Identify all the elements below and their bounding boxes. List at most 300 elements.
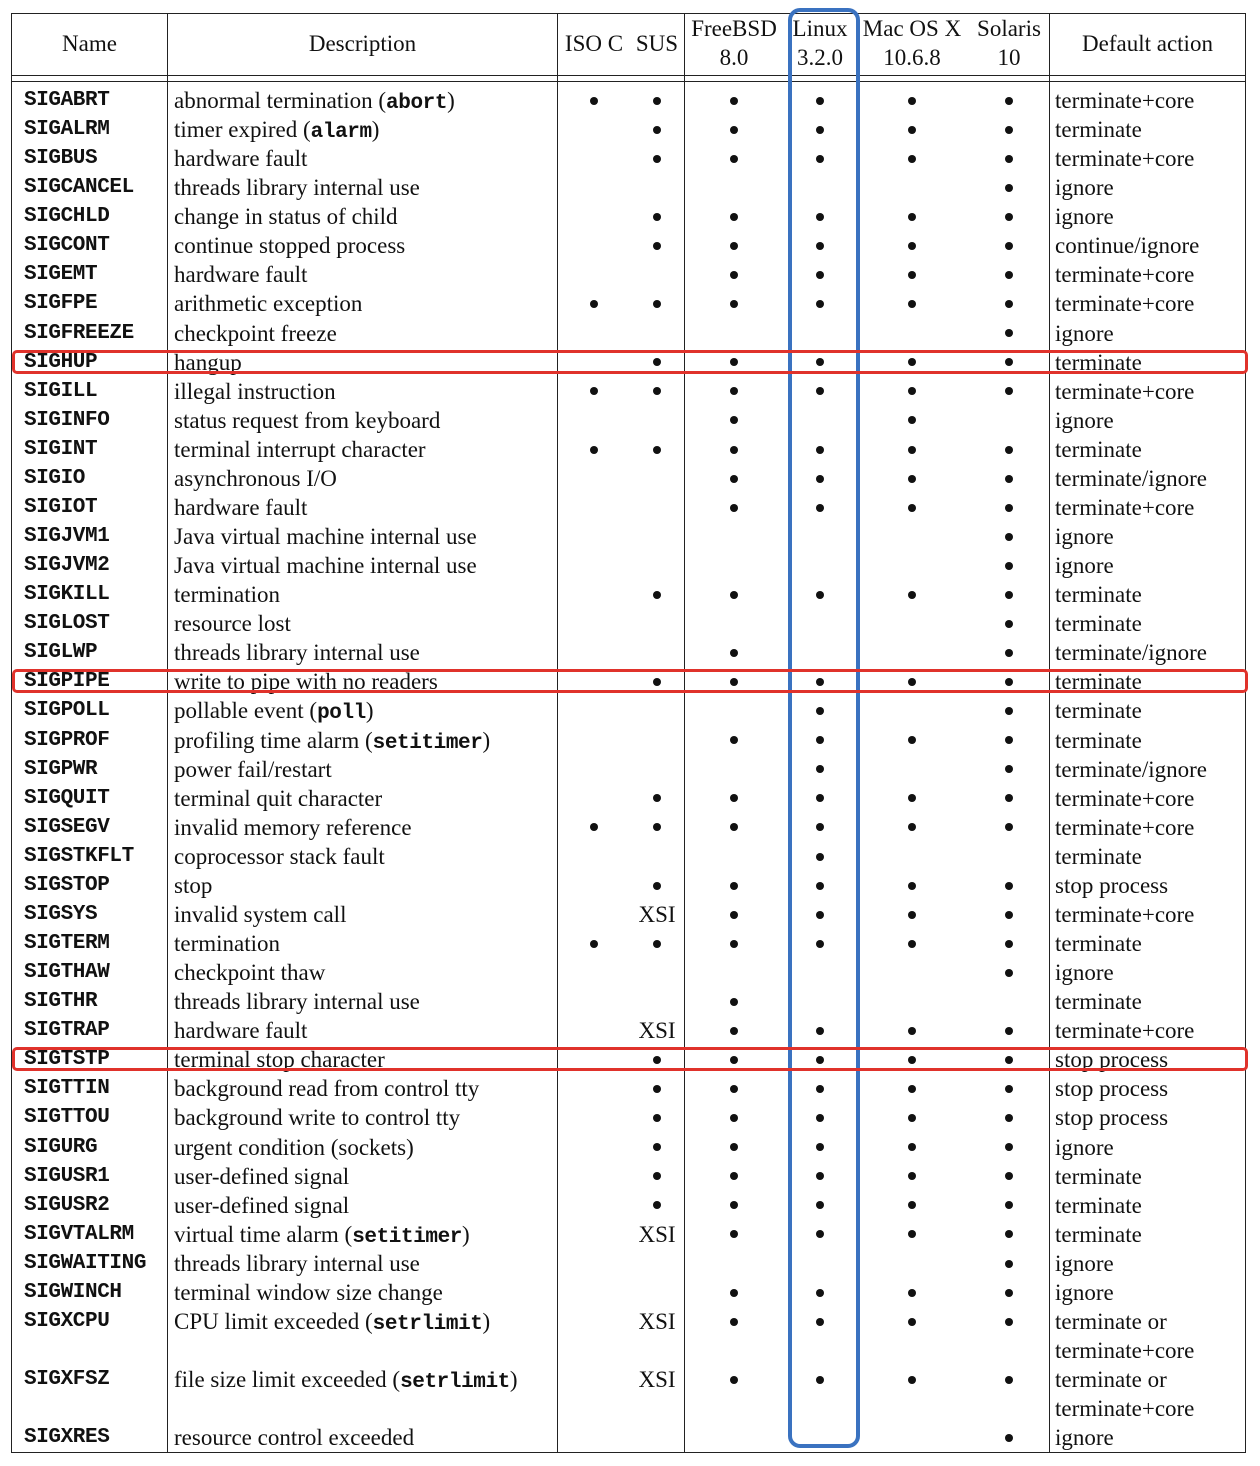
solaris-cell (1005, 726, 1013, 755)
description-text: arithmetic exception (174, 291, 363, 317)
bullet-icon (730, 823, 738, 831)
default-action: stop process (1055, 1105, 1169, 1131)
bullet-icon (1005, 1201, 1013, 1209)
bullet-icon (908, 300, 916, 308)
iso-c-cell (590, 86, 598, 115)
description-text: coprocessor stack fault (174, 843, 385, 869)
bullet-icon (653, 126, 661, 134)
bullet-icon (730, 97, 738, 105)
default-action: terminate (1055, 843, 1142, 869)
table-row (0, 726, 1260, 755)
description-text: background write to control tty (174, 1105, 461, 1131)
table-row (0, 1016, 1260, 1045)
description-text: change in status of child (174, 204, 398, 230)
bullet-icon (908, 1318, 916, 1326)
sus-cell (653, 813, 661, 842)
signal-name: SIGPROF (24, 728, 110, 752)
description-text: ) (482, 727, 491, 753)
bullet-icon (1005, 591, 1013, 599)
table-row (0, 1365, 1260, 1422)
mac-cell (908, 86, 916, 115)
signal-description (174, 144, 307, 173)
default-action: terminate+core (1055, 785, 1195, 811)
signal-description (174, 813, 412, 842)
solaris-cell (1005, 871, 1013, 900)
signal-name: SIGTRAP (24, 1019, 110, 1043)
solaris-cell (1005, 929, 1013, 958)
signal-name: SIGKILL (24, 583, 110, 607)
description-text: virtual time alarm ( (174, 1221, 353, 1247)
default-action: stop process (1055, 872, 1169, 898)
solaris-cell (1005, 260, 1013, 289)
signal-name: SIGWINCH (24, 1280, 122, 1304)
default-action-continued: terminate+core (1055, 1338, 1195, 1363)
freebsd-cell (730, 1016, 738, 1045)
signal-name: SIGVTALRM (24, 1222, 134, 1246)
table-row (0, 871, 1260, 900)
description-text: hardware fault (174, 1018, 308, 1044)
header-iso-c: ISO C (564, 31, 624, 56)
table-row (0, 842, 1260, 871)
description-text: illegal instruction (174, 378, 336, 404)
bullet-icon (1005, 707, 1013, 715)
bullet-icon (1005, 475, 1013, 483)
sus-cell (653, 1074, 661, 1103)
solaris-cell (1005, 202, 1013, 231)
mac-cell (908, 1162, 916, 1191)
bullet-icon (908, 213, 916, 221)
mac-cell (908, 1191, 916, 1220)
bullet-icon (730, 794, 738, 802)
solaris-cell (1005, 1162, 1013, 1191)
solaris-cell (1005, 696, 1013, 725)
signal-name: SIGIOT (24, 495, 98, 519)
solaris-cell (1005, 1249, 1013, 1278)
description-text: profiling time alarm ( (174, 727, 373, 753)
signal-name: SIGXFSZ (24, 1368, 110, 1392)
bullet-icon (908, 1027, 916, 1035)
signal-name: SIGQUIT (24, 786, 110, 810)
bullet-icon (908, 155, 916, 163)
bullet-icon (1005, 969, 1013, 977)
bullet-icon (590, 97, 598, 105)
row-highlight-sigtstp (12, 1047, 1248, 1071)
table-row (0, 173, 1260, 202)
table-row (0, 958, 1260, 987)
mac-cell (908, 1307, 916, 1336)
bullet-icon (908, 1143, 916, 1151)
bullet-icon (653, 591, 661, 599)
bullet-icon (730, 1289, 738, 1297)
table-row (0, 929, 1260, 958)
bullet-icon (653, 446, 661, 454)
sus-cell (653, 377, 661, 406)
table-row (0, 522, 1260, 551)
bullet-icon (1005, 1027, 1013, 1035)
header-mac-version: 10.6.8 (883, 45, 941, 70)
table-row (0, 1278, 1260, 1307)
bullet-icon (730, 1230, 738, 1238)
signal-description (174, 464, 337, 493)
table-row (0, 1133, 1260, 1162)
solaris-cell (1005, 1307, 1013, 1336)
bullet-icon (653, 940, 661, 948)
signal-description (174, 929, 280, 958)
function-name: setrlimit (400, 1371, 510, 1395)
signal-name: SIGCANCEL (24, 176, 134, 200)
signal-description (174, 871, 212, 900)
signal-name: SIGUSR2 (24, 1193, 110, 1217)
signal-description (174, 406, 440, 435)
bullet-icon (1005, 940, 1013, 948)
description-text: timer expired ( (174, 117, 311, 143)
bullet-icon (653, 823, 661, 831)
mac-cell (908, 464, 916, 493)
sus-cell (653, 871, 661, 900)
bullet-icon (908, 1114, 916, 1122)
freebsd-cell (730, 638, 738, 667)
signal-name: SIGSEGV (24, 815, 110, 839)
signal-description (174, 551, 477, 580)
default-action: terminate (1055, 1192, 1142, 1218)
description-text: threads library internal use (174, 175, 420, 201)
bullet-icon (730, 1027, 738, 1035)
bullet-icon (908, 911, 916, 919)
table-row (0, 1249, 1260, 1278)
bullet-icon (730, 1143, 738, 1151)
table-row (0, 1191, 1260, 1220)
table-row (0, 289, 1260, 318)
header-freebsd-version: 8.0 (719, 45, 749, 70)
signal-name: SIGXCPU (24, 1309, 110, 1333)
description-text: hangup (174, 349, 242, 375)
bullet-icon (653, 1085, 661, 1093)
freebsd-cell (730, 435, 738, 464)
table-top-border (11, 13, 1246, 14)
solaris-cell (1005, 1220, 1013, 1249)
sus-cell (653, 202, 661, 231)
bullet-icon (590, 300, 598, 308)
description-text: resource control exceeded (174, 1425, 415, 1451)
solaris-cell (1005, 638, 1013, 667)
mac-cell (908, 1220, 916, 1249)
signal-name: SIGTTOU (24, 1106, 110, 1130)
signal-description (174, 1307, 490, 1336)
description-text: resource lost (174, 611, 291, 637)
description-text: Java virtual machine internal use (174, 524, 477, 550)
signal-description (174, 609, 291, 638)
freebsd-cell (730, 464, 738, 493)
freebsd-cell (730, 1191, 738, 1220)
linux-column-highlight (788, 8, 860, 1448)
bullet-icon (1005, 794, 1013, 802)
header-linux-version: 3.2.0 (797, 45, 843, 70)
table-row (0, 784, 1260, 813)
bullet-icon (730, 242, 738, 250)
default-action: terminate+core (1055, 1018, 1195, 1044)
solaris-cell (1005, 115, 1013, 144)
signal-description (174, 1162, 349, 1191)
description-text: write to pipe with no readers (174, 669, 438, 695)
bullet-icon (1005, 1114, 1013, 1122)
bullet-icon (1005, 126, 1013, 134)
bullet-icon (1005, 1434, 1013, 1442)
default-action: ignore (1055, 524, 1114, 550)
bullet-icon (730, 1201, 738, 1209)
bullet-icon (908, 823, 916, 831)
bullet-icon (730, 736, 738, 744)
freebsd-cell (730, 86, 738, 115)
bullet-icon (1005, 736, 1013, 744)
bullet-icon (730, 911, 738, 919)
signal-name: SIGCONT (24, 234, 110, 258)
bullet-icon (1005, 765, 1013, 773)
description-text: ) (482, 1308, 491, 1334)
bullet-icon (1005, 911, 1013, 919)
default-action: terminate+core (1055, 88, 1195, 113)
freebsd-cell (730, 1307, 738, 1336)
sus-cell (653, 86, 661, 115)
freebsd-cell (730, 493, 738, 522)
signal-name: SIGEMT (24, 263, 98, 287)
freebsd-cell (730, 115, 738, 144)
bullet-icon (653, 882, 661, 890)
freebsd-cell (730, 1278, 738, 1307)
bullet-icon (730, 271, 738, 279)
header-default-action: Default action (1082, 31, 1213, 56)
bullet-icon (653, 794, 661, 802)
function-name: setrlimit (372, 1312, 483, 1336)
freebsd-cell (730, 1074, 738, 1103)
table-row (0, 115, 1260, 144)
description-text: threads library internal use (174, 640, 420, 666)
mac-cell (908, 1278, 916, 1307)
default-action: terminate (1055, 698, 1142, 724)
bullet-icon (730, 1114, 738, 1122)
table-row (0, 1074, 1260, 1103)
function-name: setitimer (352, 1225, 463, 1249)
default-action: ignore (1055, 1250, 1114, 1276)
bullet-icon (908, 1201, 916, 1209)
bullet-icon (653, 242, 661, 250)
sus-cell: XSI (638, 1221, 676, 1247)
solaris-cell (1005, 1278, 1013, 1307)
bullet-icon (1005, 823, 1013, 831)
signal-description (174, 958, 325, 987)
bullet-icon (730, 300, 738, 308)
signal-name: SIGPWR (24, 757, 98, 781)
description-text: ) (509, 1367, 518, 1393)
signal-description (174, 1074, 479, 1103)
bullet-icon (908, 1230, 916, 1238)
bullet-icon (1005, 213, 1013, 221)
default-action: terminate (1055, 1221, 1142, 1247)
freebsd-cell (730, 987, 738, 1016)
bullet-icon (653, 1201, 661, 1209)
default-action: stop process (1055, 1047, 1169, 1073)
sus-cell (653, 115, 661, 144)
sus-cell (653, 1133, 661, 1162)
signal-name: SIGWAITING (24, 1251, 147, 1275)
bullet-icon (590, 823, 598, 831)
signal-name: SIGABRT (24, 89, 110, 112)
default-action: terminate+core (1055, 262, 1195, 288)
solaris-cell (1005, 1016, 1013, 1045)
signal-description (174, 231, 405, 260)
bullet-icon (908, 1085, 916, 1093)
signal-description (174, 202, 398, 231)
default-action: terminate (1055, 349, 1142, 375)
description-text: power fail/restart (174, 756, 332, 782)
bullet-icon (908, 591, 916, 599)
signal-name: SIGURG (24, 1135, 98, 1159)
signal-name: SIGXRES (24, 1426, 110, 1450)
bullet-icon (730, 155, 738, 163)
bullet-icon (908, 387, 916, 395)
description-text: status request from keyboard (174, 407, 441, 433)
description-text: terminal quit character (174, 785, 383, 811)
solaris-cell (1005, 144, 1013, 173)
description-text: continue stopped process (174, 233, 406, 259)
signal-description (174, 435, 426, 464)
freebsd-cell (730, 144, 738, 173)
bullet-icon (590, 387, 598, 395)
freebsd-cell (730, 813, 738, 842)
signal-description (174, 377, 336, 406)
default-action: ignore (1055, 204, 1114, 230)
description-text: abnormal termination ( (174, 88, 387, 113)
bullet-icon (590, 940, 598, 948)
signal-description (174, 755, 332, 784)
bullet-icon (730, 1318, 738, 1326)
signal-name: SIGTHAW (24, 961, 110, 985)
default-action: continue/ignore (1055, 233, 1200, 259)
bullet-icon (1005, 242, 1013, 250)
mac-cell (908, 1133, 916, 1162)
signal-name: SIGTSTP (24, 1048, 110, 1072)
default-action: terminate (1055, 582, 1142, 608)
signal-name: SIGPOLL (24, 699, 110, 723)
table-row (0, 202, 1260, 231)
default-action: terminate (1055, 117, 1142, 143)
header-mac-os-x: Mac OS X (862, 16, 962, 41)
bullet-icon (908, 940, 916, 948)
signal-description (174, 522, 477, 551)
signal-description (174, 726, 490, 755)
freebsd-cell (730, 260, 738, 289)
description-text: ) (447, 88, 455, 113)
default-action: terminate (1055, 931, 1142, 957)
bullet-icon (1005, 97, 1013, 105)
freebsd-cell (730, 406, 738, 435)
table-row (0, 406, 1260, 435)
description-text: user-defined signal (174, 1192, 350, 1218)
bullet-icon (1005, 1289, 1013, 1297)
signal-description (174, 260, 307, 289)
solaris-cell (1005, 755, 1013, 784)
mac-cell (908, 377, 916, 406)
default-action: terminate+core (1055, 291, 1195, 317)
description-text: user-defined signal (174, 1163, 350, 1189)
bullet-icon (908, 416, 916, 424)
table-row (0, 464, 1260, 493)
mac-cell (908, 144, 916, 173)
freebsd-cell (730, 289, 738, 318)
signal-description (174, 580, 280, 609)
solaris-cell (1005, 609, 1013, 638)
header-description: Description (308, 31, 417, 56)
mac-cell (908, 871, 916, 900)
mac-cell (908, 289, 916, 318)
description-text: termination (174, 582, 281, 608)
mac-cell (908, 493, 916, 522)
bullet-icon (908, 504, 916, 512)
header-solaris: Solaris (977, 16, 1041, 41)
signal-name: SIGBUS (24, 147, 98, 171)
header-solaris-version: 10 (997, 45, 1021, 70)
bullet-icon (653, 97, 661, 105)
mac-cell (908, 1365, 916, 1394)
solaris-cell (1005, 1365, 1013, 1394)
bullet-icon (1005, 562, 1013, 570)
sus-cell (653, 144, 661, 173)
sus-cell (653, 289, 661, 318)
solaris-cell (1005, 813, 1013, 842)
description-text: urgent condition (sockets) (174, 1134, 414, 1160)
table-row (0, 144, 1260, 173)
solaris-cell (1005, 1191, 1013, 1220)
table-row (0, 260, 1260, 289)
mac-cell (908, 726, 916, 755)
mac-cell (908, 784, 916, 813)
signal-name: SIGFPE (24, 292, 98, 316)
default-action: ignore (1055, 553, 1114, 579)
bullet-icon (1005, 1318, 1013, 1326)
description-text: threads library internal use (174, 989, 420, 1015)
signal-name: SIGTTIN (24, 1077, 110, 1101)
freebsd-cell (730, 1365, 738, 1394)
description-text: pollable event ( (174, 698, 318, 724)
signal-name: SIGIO (24, 466, 86, 490)
table-row (0, 1220, 1260, 1249)
table-row (0, 1162, 1260, 1191)
default-action: ignore (1055, 320, 1114, 346)
table-row (0, 755, 1260, 784)
table-row (0, 435, 1260, 464)
bullet-icon (730, 446, 738, 454)
mac-cell (908, 202, 916, 231)
bullet-icon (653, 155, 661, 163)
bullet-icon (653, 213, 661, 221)
bullet-icon (653, 1172, 661, 1180)
bullet-icon (908, 97, 916, 105)
freebsd-cell (730, 784, 738, 813)
bullet-icon (730, 1085, 738, 1093)
freebsd-cell (730, 1133, 738, 1162)
sus-cell: XSI (638, 1308, 676, 1334)
description-text: hardware fault (174, 262, 308, 288)
sus-cell (653, 929, 661, 958)
signal-name: SIGLWP (24, 641, 98, 665)
signal-description (174, 1016, 307, 1045)
signal-name: SIGCHLD (24, 205, 110, 229)
table-row (0, 86, 1260, 115)
freebsd-cell (730, 1103, 738, 1132)
function-name: abort (386, 92, 448, 115)
bullet-icon (730, 649, 738, 657)
bullet-icon (730, 940, 738, 948)
solaris-cell (1005, 1103, 1013, 1132)
